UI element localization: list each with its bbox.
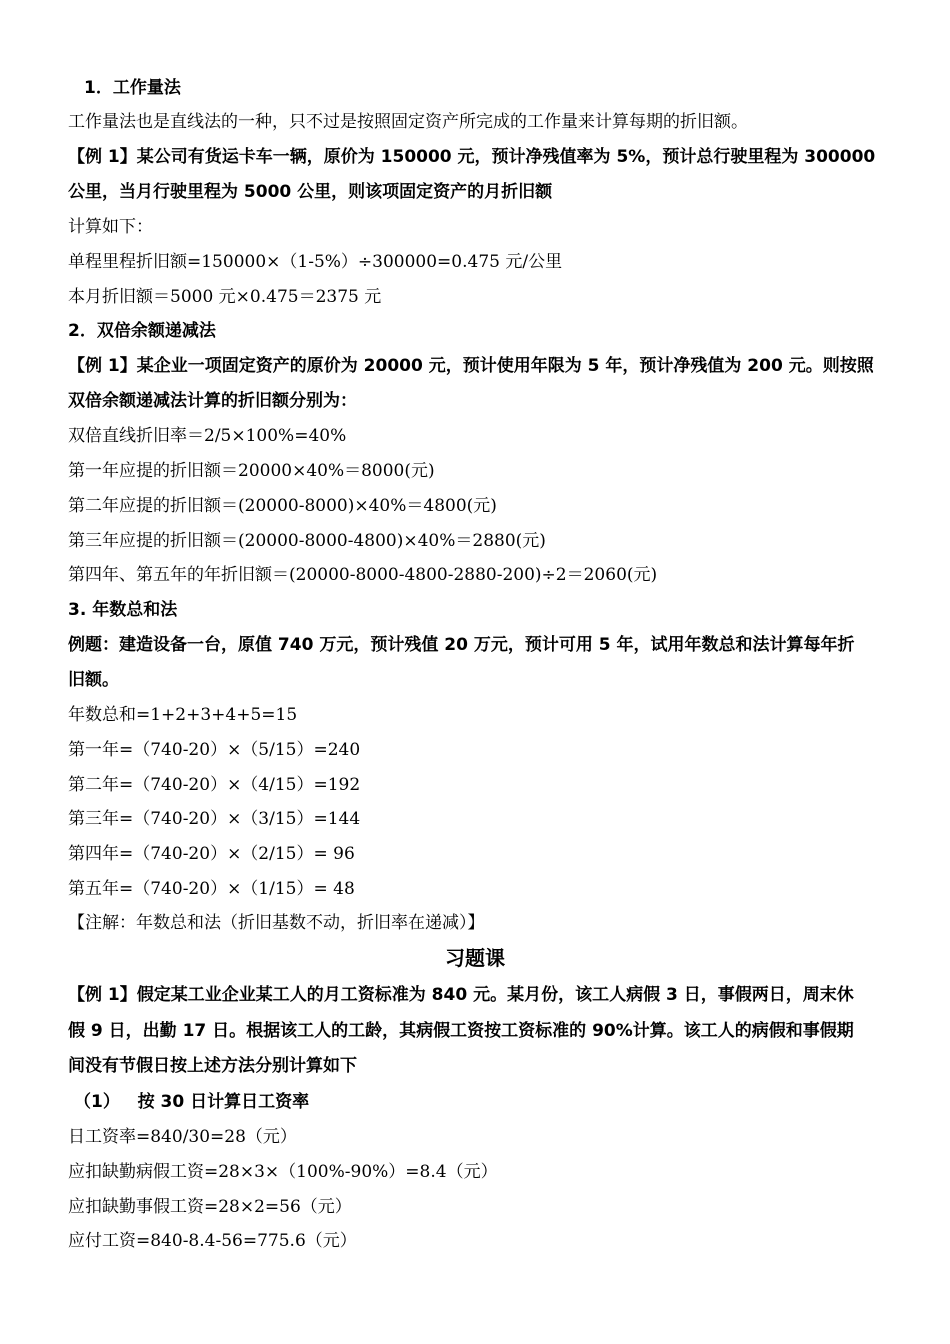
double-declining-calc3: 第二年应提的折旧额＝(20000-8000)×40%＝4800(元): [68, 496, 497, 516]
sum-of-years-note: 【注解：年数总和法（折旧基数不动，折旧率在递减）】: [68, 913, 485, 933]
workload-calc2: 本月折旧额＝5000 元×0.475＝2375 元: [68, 287, 382, 307]
section-heading-workload: 1．工作量法: [84, 78, 181, 98]
double-declining-example-line2: 双倍余额递减法计算的折旧额分别为：: [68, 391, 357, 411]
double-declining-calc4: 第三年应提的折旧额＝(20000-8000-4800)×40%＝2880(元): [68, 531, 546, 551]
section-heading-sum-of-years: 3. 年数总和法: [68, 600, 178, 620]
section-heading-double-declining: 2．双倍余额递减法: [68, 321, 216, 341]
workload-example-line2: 公里，当月行驶里程为 5000 公里，则该项固定资产的月折旧额: [68, 182, 553, 202]
exercise-example-line2: 假 9 日，出勤 17 日。根据该工人的工龄，其病假工资按工资标准的 90%计算。该工人的病假和事假期: [68, 1021, 854, 1041]
exercise-example-line3: 间没有节假日按上述方法分别计算如下: [68, 1056, 357, 1076]
exercise-sub-heading: （1） 按 30 日计算日工资率: [74, 1092, 310, 1112]
double-declining-calc2: 第一年应提的折旧额＝20000×40%＝8000(元): [68, 461, 435, 481]
double-declining-example-line1: 【例 1】某企业一项固定资产的原价为 20000 元，预计使用年限为 5 年，预计净残值为 200 元。则按照: [68, 356, 874, 376]
exercise-calc4: 应付工资=840-8.4-56=775.6（元）: [68, 1231, 357, 1251]
sum-of-years-calc3: 第三年=（740-20）×（3/15）=144: [68, 809, 361, 829]
workload-intro: 工作量法也是直线法的一种，只不过是按照固定资产所完成的工作量来计算每期的折旧额。: [68, 112, 748, 132]
double-declining-calc5: 第四年、第五年的年折旧额＝(20000-8000-4800-2880-200)÷2＝2060(元): [68, 565, 658, 585]
sum-of-years-example-line2: 旧额。: [68, 670, 119, 690]
exercise-calc2: 应扣缺勤病假工资=28×3×（100%-90%）=8.4（元）: [68, 1162, 498, 1182]
sum-of-years-calc2: 第二年=（740-20）×（4/15）=192: [68, 775, 361, 795]
exercise-example-line1: 【例 1】假定某工业企业某工人的月工资标准为 840 元。某月份，该工人病假 3 日，事假两日，周末休: [68, 985, 854, 1005]
workload-calc1: 单程里程折旧额=150000×（1-5%）÷300000=0.475 元/公里: [68, 252, 563, 272]
exercise-title: 习题课: [445, 946, 505, 970]
exercise-calc3: 应扣缺勤事假工资=28×2=56（元）: [68, 1197, 352, 1217]
workload-example-line1: 【例 1】某公司有货运卡车一辆，原价为 150000 元，预计净残值率为 5%，预计总行驶里程为 300000: [68, 147, 876, 167]
sum-of-years-example-line1: 例题：建造设备一台，原值 740 万元，预计残值 20 万元，预计可用 5 年，试用年数总和法计算每年折: [68, 635, 855, 655]
sum-of-years-calc4: 第四年=（740-20）×（2/15）= 96: [68, 844, 355, 864]
sum-of-years-calc5: 第五年=（740-20）×（1/15）= 48: [68, 879, 355, 899]
sum-of-years-calc1: 第一年=（740-20）×（5/15）=240: [68, 740, 361, 760]
double-declining-calc1: 双倍直线折旧率＝2/5×100%=40%: [68, 426, 347, 446]
exercise-calc1: 日工资率=840/30=28（元）: [68, 1127, 297, 1147]
sum-of-years-calc0: 年数总和=1+2+3+4+5=15: [68, 705, 298, 725]
workload-calc-label: 计算如下：: [68, 217, 153, 237]
